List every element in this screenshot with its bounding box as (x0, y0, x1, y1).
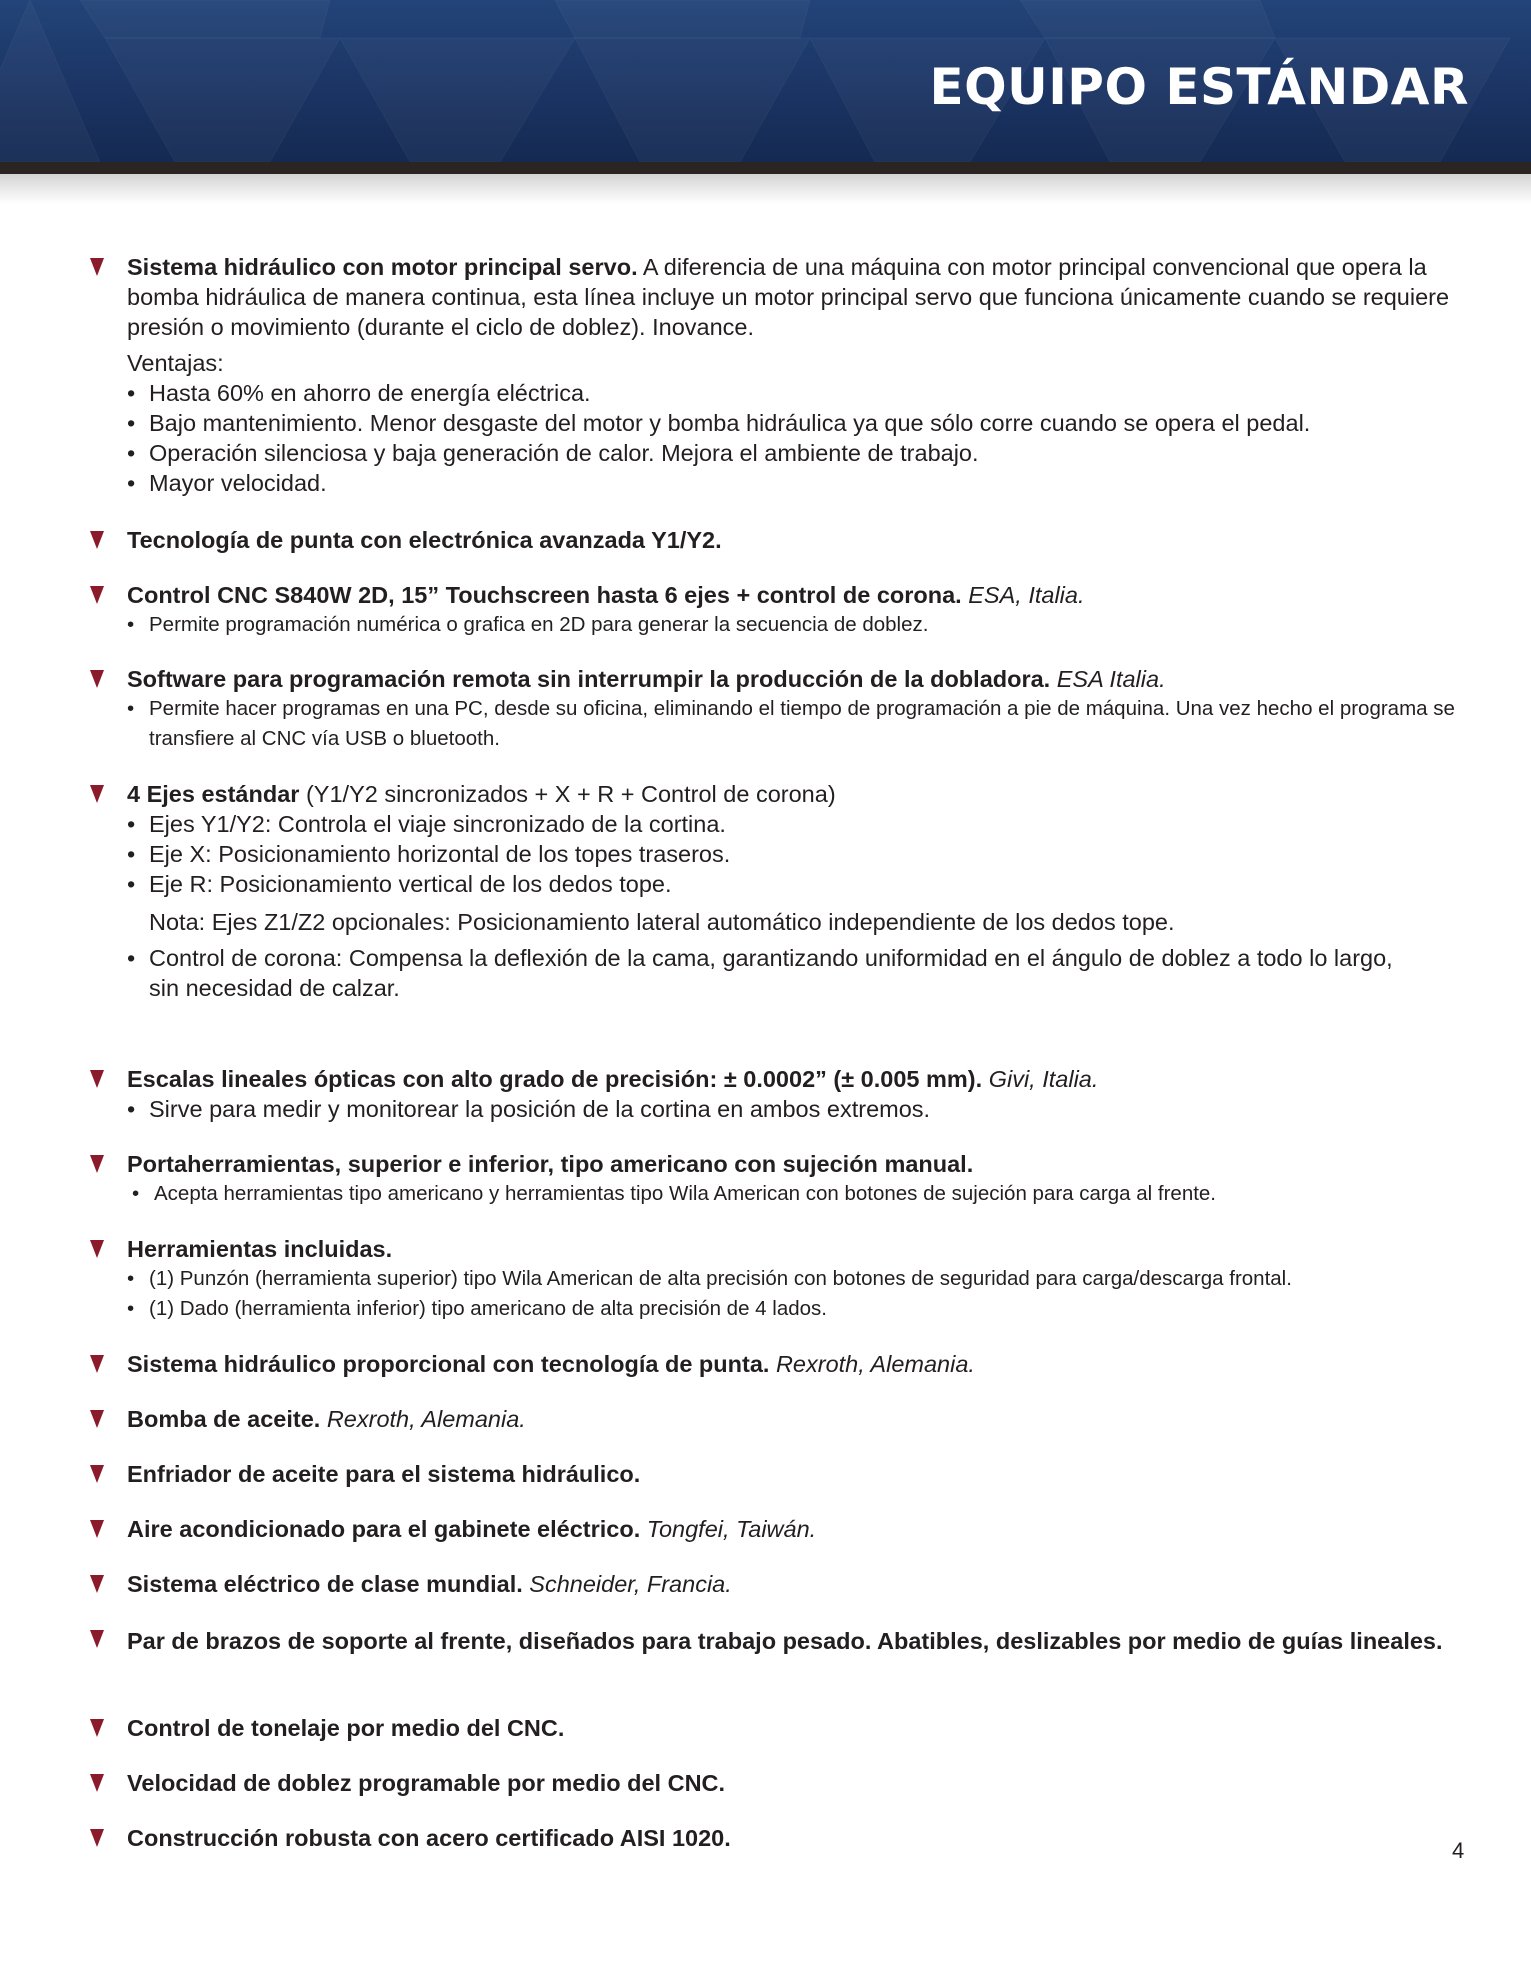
item-text (127, 1404, 1470, 1434)
bullet-item: • Sirve para medir y monitorear la posición de la cortina en ambos extremos. (127, 1094, 1470, 1124)
bullet-item: • Hasta 60% en ahorro de energía eléctrica. (127, 378, 1470, 408)
bullet-item: • Bajo mantenimiento. Menor desgaste del motor y bomba hidráulica ya que sólo corre cuando se opera el pedal. (127, 408, 1470, 438)
item-title: Bomba de aceite. (127, 1406, 321, 1432)
item-title: Sistema eléctrico de clase mundial. (127, 1571, 523, 1597)
item-title: Control de tonelaje por medio del CNC. (127, 1715, 565, 1741)
list-item (90, 252, 1470, 498)
bullet-list (127, 378, 1470, 498)
triangle-bullet-icon (90, 1575, 104, 1593)
item-title: Enfriador de aceite para el sistema hidráulico. (127, 1461, 641, 1487)
item-origin: ESA Italia. (1050, 666, 1166, 692)
item-text (127, 779, 1470, 809)
bullet-item: • (1) Dado (herramienta inferior) tipo americano de alta precisión de 4 lados. (127, 1294, 1470, 1324)
header-band (0, 162, 1531, 174)
sub-label: Ventajas: (127, 350, 224, 376)
list-item (90, 1349, 1470, 1379)
triangle-bullet-icon (90, 531, 104, 549)
item-title: Sistema hidráulico proporcional con tecnología de punta. (127, 1351, 770, 1377)
bullet-item: • Permite hacer programas en una PC, desde su oficina, eliminando el tiempo de programación a pie de máquina. Una vez hecho el programa se transfiere al CNC vía USB o bluetooth. (127, 694, 1470, 754)
item-title: Velocidad de doblez programable por medio del CNC. (127, 1770, 726, 1796)
item-text (127, 664, 1470, 694)
triangle-bullet-icon (90, 586, 104, 604)
triangle-bullet-icon (90, 1410, 104, 1428)
item-text (127, 1768, 1470, 1798)
item-description: A diferencia de una máquina con motor principal convencional que opera la bomba hidráulica de manera continua, esta línea incluye un motor principal servo que funciona únicamente cuando se requiere presión o movimiento (durante el ciclo de doblez). Inovance. (127, 254, 1450, 340)
bullet-item: • Eje X: Posicionamiento horizontal de los topes traseros. (127, 839, 1470, 869)
bullet-list (127, 943, 1467, 973)
item-title: Control CNC S840W 2D, 15” Touchscreen hasta 6 ejes + control de corona. (127, 582, 962, 608)
triangle-bullet-icon (90, 670, 104, 688)
item-title: Escalas lineales ópticas con alto grado de precisión: ± 0.0002” (± 0.005 mm). (127, 1066, 983, 1092)
triangle-bullet-icon (90, 1355, 104, 1373)
bullet-item: • Eje R: Posicionamiento vertical de los dedos tope. (127, 869, 1470, 899)
list-item (90, 1768, 1470, 1798)
item-title: Software para programación remota sin interrumpir la producción de la dobladora. (127, 666, 1051, 692)
list-item (90, 1064, 1470, 1124)
item-text (127, 1713, 1470, 1743)
item-text (127, 1234, 1470, 1264)
item-text (127, 1064, 1470, 1094)
item-title: Par de brazos de soporte al frente, diseñados para trabajo pesado. Abatibles, deslizables por medio de guías lineales. (127, 1628, 1443, 1654)
item-title: Sistema hidráulico con motor principal servo. (127, 254, 638, 280)
item-text (127, 1459, 1470, 1489)
triangle-bullet-icon (90, 1520, 104, 1538)
item-origin: Givi, Italia. (982, 1066, 1099, 1092)
item-text (127, 1149, 1470, 1179)
triangle-bullet-icon (90, 1465, 104, 1483)
list-item (90, 1514, 1470, 1544)
item-text (127, 252, 1470, 342)
item-text (127, 1624, 1467, 1659)
bullet-item: • Acepta herramientas tipo americano y herramientas tipo Wila American con botones de sujeción para carga al frente. (132, 1179, 1470, 1209)
bullet-list (127, 1094, 1470, 1124)
list-item (90, 664, 1470, 754)
bullet-item: • (1) Punzón (herramienta superior) tipo Wila American de alta precisión con botones de seguridad para carga/descarga frontal. (127, 1264, 1470, 1294)
triangle-bullet-icon (90, 258, 104, 276)
item-origin: Rexroth, Alemania. (769, 1351, 975, 1377)
item-text (127, 525, 1470, 555)
triangle-bullet-icon (90, 1240, 104, 1258)
bullet-list (127, 809, 1470, 899)
list-item (90, 1459, 1470, 1489)
triangle-bullet-icon (90, 1829, 104, 1847)
triangle-bullet-icon (90, 1630, 104, 1648)
list-item (90, 1823, 1470, 1853)
item-title: Portaherramientas, superior e inferior, tipo americano con sujeción manual. (127, 1151, 974, 1177)
item-title: Aire acondicionado para el gabinete eléctrico. (127, 1516, 641, 1542)
bullet-item: • Ejes Y1/Y2: Controla el viaje sincronizado de la cortina. (127, 809, 1470, 839)
page-header (0, 0, 1531, 162)
triangle-bullet-icon (90, 1719, 104, 1737)
item-text (127, 1514, 1470, 1544)
page-title: EQUIPO ESTÁNDAR (929, 58, 1469, 116)
bullet-item: • Mayor velocidad. (127, 468, 1470, 498)
list-item (90, 525, 1470, 555)
list-item (90, 779, 1470, 1003)
item-text (127, 1349, 1470, 1379)
item-text (127, 580, 1470, 610)
triangle-bullet-icon (90, 1774, 104, 1792)
item-title: Tecnología de punta con electrónica avanzada Y1/Y2. (127, 527, 722, 553)
item-title: 4 Ejes estándar (127, 781, 300, 807)
item-origin: ESA, Italia. (961, 582, 1085, 608)
item-text (127, 1569, 1470, 1599)
triangle-bullet-icon (90, 1155, 104, 1173)
item-origin: Tongfei, Taiwán. (640, 1516, 817, 1542)
list-item (90, 1149, 1470, 1209)
bullet-item: • Operación silenciosa y baja generación de calor. Mejora el ambiente de trabajo. (127, 438, 1470, 468)
item-title: Herramientas incluidas. (127, 1236, 393, 1262)
triangle-bullet-icon (90, 785, 104, 803)
item-text (127, 1823, 1470, 1853)
list-item (90, 580, 1470, 640)
bullet-list (127, 610, 1470, 640)
bullet-list (127, 694, 1470, 754)
item-description: (Y1/Y2 sincronizados + X + R + Control de corona) (299, 781, 836, 807)
bullet-continuation: sin necesidad de calzar. (149, 975, 400, 1001)
list-item (90, 1234, 1470, 1324)
list-item (90, 1569, 1470, 1599)
list-item (90, 1713, 1470, 1743)
bullet-list (127, 1264, 1470, 1324)
bullet-item: • Permite programación numérica o grafica en 2D para generar la secuencia de doblez. (127, 610, 1470, 640)
header-shadow (0, 174, 1531, 204)
bullet-list (132, 1179, 1470, 1209)
list-item (90, 1624, 1470, 1659)
list-item (90, 1404, 1470, 1434)
page-number: 4 (1452, 1838, 1465, 1863)
note-text: Nota: Ejes Z1/Z2 opcionales: Posicionamiento lateral automático independiente de los dedos tope. (149, 909, 1175, 935)
item-origin: Schneider, Francia. (522, 1571, 732, 1597)
triangle-bullet-icon (90, 1070, 104, 1088)
item-title: Construcción robusta con acero certificado AISI 1020. (127, 1825, 731, 1851)
bullet-item: • Control de corona: Compensa la deflexión de la cama, garantizando uniformidad en el ángulo de doblez a todo lo largo, (127, 943, 1467, 973)
item-origin: Rexroth, Alemania. (320, 1406, 526, 1432)
